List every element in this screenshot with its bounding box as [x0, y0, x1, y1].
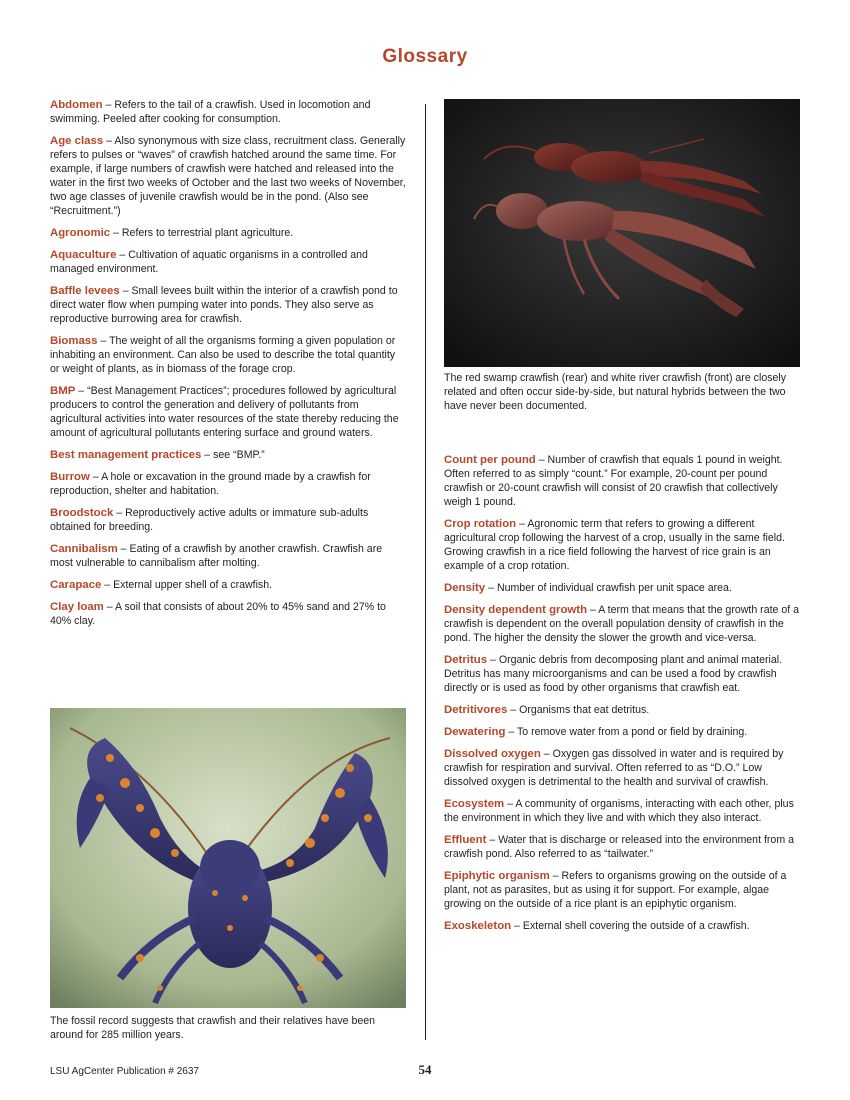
- glossary-definition: Organic debris from decomposing plant and animal material. Detritus has many microorganisms and can be used a food by crawfish directly or is used as food by other organisms that crawfish eat.: [444, 654, 783, 694]
- glossary-term: Baffle levees: [50, 285, 120, 297]
- glossary-term: BMP: [50, 385, 76, 397]
- glossary-definition: External upper shell of a crawfish.: [113, 579, 273, 591]
- glossary-definition: Refers to terrestrial plant agriculture.: [121, 227, 294, 239]
- glossary-entry: Dewatering – To remove water from a pond or field by draining.: [444, 726, 748, 738]
- glossary-entry: Best management practices – see “BMP.”: [50, 449, 265, 461]
- glossary-definition: Number of individual crawfish per unit space area.: [496, 582, 732, 594]
- glossary-term: Count per pound: [444, 454, 536, 466]
- glossary-term: Effluent: [444, 834, 487, 846]
- glossary-definition: Eating of a crawfish by another crawfish. Crawfish are most vulnerable to cannibalism after molting.: [50, 543, 383, 569]
- glossary-term: Cannibalism: [50, 543, 118, 555]
- glossary-term: Clay loam: [50, 601, 104, 613]
- column-divider: [425, 104, 426, 1040]
- glossary-term: Dewatering: [444, 726, 506, 738]
- glossary-definition: Cultivation of aquatic organisms in a controlled and managed environment.: [50, 249, 368, 275]
- glossary-definition: Agronomic term that refers to growing a different agricultural crop following the harvest of a crop, usually in the same field. Growing crawfish in a rice field following the harvest of rice grain is an example of a crop rotation.: [444, 518, 785, 572]
- glossary-entry: Crop rotation – Agronomic term that refers to growing a different agricultural crop following the harvest of a crop, usually in the same field. Growing crawfish in a rice field following the harvest of rice grain is an example of a crop rotation.: [444, 518, 785, 572]
- glossary-term: Density dependent growth: [444, 604, 588, 616]
- glossary-term: Abdomen: [50, 99, 103, 111]
- glossary-term: Carapace: [50, 579, 102, 591]
- glossary-term: Density: [444, 582, 486, 594]
- glossary-term: Aquaculture: [50, 249, 117, 261]
- glossary-term: Crop rotation: [444, 518, 517, 530]
- glossary-definition: see “BMP.”: [213, 449, 265, 461]
- crawfish-closeup-photo: [50, 708, 406, 1008]
- glossary-definition: A community of organisms, interacting with each other, plus the environment in which they live and with which they also interact.: [444, 798, 794, 824]
- glossary-left-column: [50, 98, 406, 636]
- glossary-definition: Water that is discharge or released into the environment from a crawfish pond. Also referred to as “tailwater.”: [444, 834, 794, 860]
- glossary-definition: A soil that consists of about 20% to 45% sand and 27% to 40% clay.: [50, 601, 386, 627]
- glossary-entry: Epiphytic organism – Refers to organisms growing on the outside of a plant, not as parasites, but as using it for support. For example, algae growing on the outside of a rice plant is an epiphytic organism.: [444, 870, 787, 910]
- glossary-entry: Detritus – Organic debris from decomposing plant and animal material. Detritus has many microorganisms and can be used a food by crawfish directly or is used as food by other organisms that crawfish eat.: [444, 654, 783, 694]
- page-number: 54: [418, 1062, 432, 1077]
- publication-footer: LSU AgCenter Publication # 2637: [50, 1066, 199, 1077]
- glossary-entry: Broodstock – Reproductively active adults or immature sub-adults obtained for breeding.: [50, 507, 369, 533]
- glossary-definition: External shell covering the outside of a crawfish.: [522, 920, 750, 932]
- crawfish-pair-photo: [444, 99, 800, 367]
- glossary-term: Exoskeleton: [444, 920, 512, 932]
- page-title: Glossary: [382, 46, 468, 67]
- glossary-definition: Oxygen gas dissolved in water and is required by crawfish for respiration and survival. Often referred to as “D.O.” Low dissolved oxygen is detrimental to the health and survival of crawfish.: [444, 748, 784, 788]
- glossary-entry: Effluent – Water that is discharge or released into the environment from a crawfish pond. Also referred to as “tailwater.”: [444, 834, 794, 860]
- glossary-entry: Density dependent growth – A term that means that the growth rate of a crawfish is dependent on the overall population density of crawfish in the pond. The higher the density the slower the growth and vice-versa.: [444, 604, 800, 644]
- glossary-entry: Age class – Also synonymous with size class, recruitment class. Generally refers to pulses or “waves” of crawfish hatched around the same time. For example, if large numbers of crawfish were hatched and released into the water in the first two weeks of October and the last two weeks of November, two age classes of juvenile crawfish would be in the pond. (Also see “Recruitment.”): [50, 135, 406, 217]
- glossary-definition: “Best Management Practices”; procedures followed by agricultural producers to control the generation and delivery of pollutants from agricultural activities into water resources of the state thereby reducing the amount of agricultural pollutants entering surface and ground waters.: [50, 385, 399, 439]
- glossary-definition: Number of crawfish that equals 1 pound in weight. Often referred to as simply “count.” For example, 20-count per pound crawfish or 20-count crawfish will consist of 20 crawfish that collectively weigh 1 pound.: [444, 454, 783, 508]
- glossary-entry: Exoskeleton – External shell covering the outside of a crawfish.: [444, 920, 750, 932]
- glossary-definition: Refers to the tail of a crawfish. Used in locomotion and swimming. Peeled after cooking for consumption.: [50, 99, 371, 125]
- photo-caption-top: The red swamp crawfish (rear) and white river crawfish (front) are closely related and often occur side-by-side, but natural hybrids between the two have never been documented.: [444, 372, 787, 412]
- glossary-entry: Biomass – The weight of all the organisms forming a given population or inhabiting an environment. Can also be used to describe the total quantity or weight of plants, as in biomass of the forage crop.: [50, 335, 396, 375]
- glossary-entry: Agronomic – Refers to terrestrial plant agriculture.: [50, 227, 294, 239]
- glossary-entry: Aquaculture – Cultivation of aquatic organisms in a controlled and managed environment.: [50, 249, 368, 275]
- glossary-term: Agronomic: [50, 227, 111, 239]
- glossary-entry: Abdomen – Refers to the tail of a crawfish. Used in locomotion and swimming. Peeled after cooking for consumption.: [50, 99, 371, 125]
- glossary-definition: Organisms that eat detritus.: [519, 704, 650, 716]
- glossary-definition: To remove water from a pond or field by draining.: [517, 726, 748, 738]
- glossary-entry: Cannibalism – Eating of a crawfish by another crawfish. Crawfish are most vulnerable to cannibalism after molting.: [50, 543, 383, 569]
- glossary-entry: Detritivores – Organisms that eat detritus.: [444, 704, 650, 716]
- glossary-term: Ecosystem: [444, 798, 505, 810]
- glossary-term: Dissolved oxygen: [444, 748, 541, 760]
- glossary-entry: Burrow – A hole or excavation in the ground made by a crawfish for reproduction, shelter and habitation.: [50, 471, 371, 497]
- glossary-definition: Small levees built within the interior of a crawfish pond to direct water flow when pumping water into ponds. They also serve as reproductive burrowing area for crawfish.: [50, 285, 398, 325]
- glossary-entry: Carapace – External upper shell of a crawfish.: [50, 579, 273, 591]
- glossary-term: Broodstock: [50, 507, 114, 519]
- glossary-term: Age class: [50, 135, 104, 147]
- glossary-definition: A hole or excavation in the ground made by a crawfish for reproduction, shelter and habitation.: [50, 471, 371, 497]
- glossary-entry: Density – Number of individual crawfish per unit space area.: [444, 582, 732, 594]
- glossary-term: Best management practices: [50, 449, 202, 461]
- glossary-definition: The weight of all the organisms forming a given population or inhabiting an environment. Can also be used to describe the total quantity or weight of plants, as in biomass of the forage crop.: [50, 335, 396, 375]
- glossary-definition: A term that means that the growth rate of a crawfish is dependent on the overall population density of crawfish in the pond. The higher the density the slower the growth and vice-versa.: [444, 604, 800, 644]
- glossary-entry: Count per pound – Number of crawfish that equals 1 pound in weight. Often referred to as simply “count.” For example, 20-count per pound crawfish or 20-count crawfish will consist of 20 crawfish that collectively weigh 1 pound.: [444, 454, 783, 508]
- glossary-entry: Dissolved oxygen – Oxygen gas dissolved in water and is required by crawfish for respiration and survival. Often referred to as “D.O.” Low dissolved oxygen is detrimental to the health and survival of crawfish.: [444, 748, 784, 788]
- glossary-term: Epiphytic organism: [444, 870, 550, 882]
- glossary-entry: Ecosystem – A community of organisms, interacting with each other, plus the environment in which they live and with which they also interact.: [444, 798, 794, 824]
- glossary-term: Burrow: [50, 471, 90, 483]
- glossary-right-column: [444, 453, 800, 941]
- glossary-definition: Also synonymous with size class, recruitment class. Generally refers to pulses or “waves” of crawfish hatched around the same time. For example, if large numbers of crawfish were hatched and released into the water in the first two weeks of October and the last two weeks of November, two age classes of juvenile crawfish would be in the pond. (Also see “Recruitment.”): [50, 135, 406, 217]
- glossary-term: Detritus: [444, 654, 488, 666]
- glossary-entry: BMP – “Best Management Practices”; procedures followed by agricultural producers to control the generation and delivery of pollutants from agricultural activities into water resources of the state thereby reducing the amount of agricultural pollutants entering surface and ground waters.: [50, 385, 399, 439]
- glossary-term: Biomass: [50, 335, 98, 347]
- glossary-term: Detritivores: [444, 704, 508, 716]
- glossary-definition: Reproductively active adults or immature sub-adults obtained for breeding.: [50, 507, 369, 533]
- glossary-definition: Refers to organisms growing on the outside of a plant, not as parasites, but as using it for support. For example, algae growing on the outside of a rice plant is an epiphytic organism.: [444, 870, 787, 910]
- glossary-entry: Clay loam – A soil that consists of about 20% to 45% sand and 27% to 40% clay.: [50, 601, 386, 627]
- photo-caption-bottom: The fossil record suggests that crawfish and their relatives have been around for 285 million years.: [50, 1015, 376, 1041]
- glossary-entry: Baffle levees – Small levees built within the interior of a crawfish pond to direct water flow when pumping water into ponds. They also serve as reproductive burrowing area for crawfish.: [50, 285, 398, 325]
